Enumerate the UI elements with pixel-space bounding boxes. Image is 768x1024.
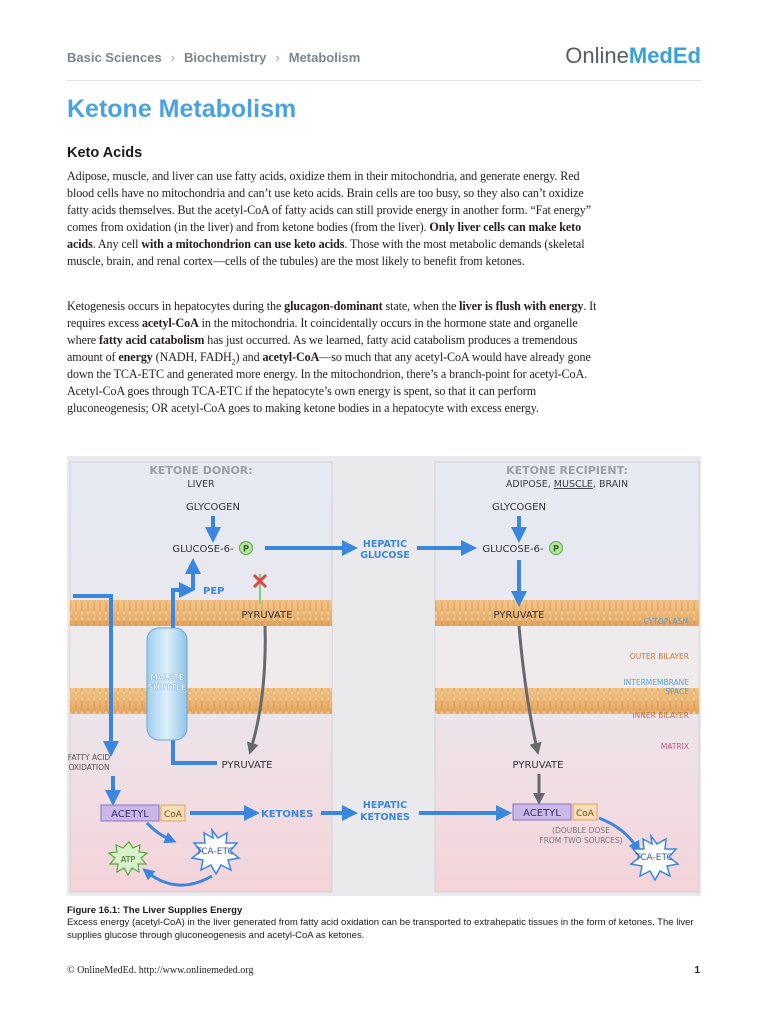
double-dose-label-1: (DOUBLE DOSE	[552, 826, 610, 835]
breadcrumb-item-basic-sciences: Basic Sciences	[67, 50, 162, 65]
pyruvate-label-matrix-left: PYRUVATE	[221, 760, 273, 771]
shuttle-label: SHUTTLE	[147, 683, 187, 692]
double-dose-label-2: FROM TWO SOURCES)	[539, 836, 623, 845]
oxidation-label: OXIDATION	[68, 763, 110, 772]
hepatic-ketones-label-2: KETONES	[360, 812, 410, 823]
subscript-text: 2	[231, 357, 236, 367]
page-header	[67, 44, 701, 81]
coa-label-right: CoA	[576, 809, 594, 819]
atp-label: ATP	[120, 855, 136, 864]
text-run: —so much that any acetyl-CoA would have already gone down the TCA-ETC and generated more energy. In the mitochondrion, there’s a branch-point for acetyl-CoA. Acetyl-CoA goes through TCA-ETC if the hepatocyte’s own energy is spent, so that it can perform gluconeogenesis; OR acetyl-CoA goes to making ketone bodies in a hepatocyte with excess energy.	[67, 350, 591, 415]
breadcrumb-item-biochemistry: Biochemistry	[184, 50, 267, 65]
bold-text: with a mitochondrion can use keto acids	[141, 237, 345, 251]
text-run: . Those with the most metabolic demands (skeletal muscle, brain, and renal cortex—cells of the tubules) are the most likely to benefit from ketones.	[67, 237, 585, 268]
intermembrane-label-1: INTERMEMBRANE	[623, 678, 689, 687]
text-run: state, when the	[382, 299, 460, 313]
bold-text: glucagon-dominant	[284, 299, 383, 313]
outer-bilayer-label: OUTER BILAYER	[629, 652, 689, 661]
pyruvate-label-cytoplasm-left: PYRUVATE	[241, 610, 293, 621]
text-run: Ketogenesis occurs in hepatocytes during the	[67, 299, 285, 313]
glycogen-label-right: GLYCOGEN	[492, 502, 546, 513]
figure-caption-title: Figure 16.1: The Liver Supplies Energy	[67, 905, 243, 916]
text-run: . Any cell	[92, 237, 142, 251]
acetyl-label-right: ACETYL	[523, 808, 561, 819]
ketone-recipient-title: KETONE RECIPIENT:	[506, 464, 628, 477]
text-run: Adipose, muscle, and liver can use fatty acids, oxidize them in their mitochondria, and generate energy. Red blood cells have no mitochondria and can’t use keto acids. Brain cells are too busy, so they also can’t oxidize fatty acids themselves. But the acetyl-CoA of fatty acids can still provide energy in another form. “Fat energy” comes from oxidation (in the liver) and from ketone bodies (from the liver).	[67, 169, 592, 234]
ketone-metabolism-figure	[67, 456, 701, 896]
matrix-label: MATRIX	[660, 742, 689, 751]
coa-label-left: CoA	[164, 810, 182, 820]
bold-text: energy	[118, 350, 153, 364]
pep-label: PEP	[203, 586, 225, 597]
bold-text: Only liver cells can make keto acids	[67, 220, 582, 251]
malate-label: MALATE	[150, 673, 184, 682]
text-run: . It requires excess	[67, 299, 597, 330]
phosphate-label-right: P	[552, 544, 560, 555]
ketones-label: KETONES	[261, 809, 314, 820]
page-number: 1	[694, 965, 700, 976]
fatty-acid-label: FATTY ACID	[67, 753, 111, 762]
chevron-right-icon: ›	[275, 50, 280, 65]
pyruvate-label-cytoplasm-right: PYRUVATE	[493, 610, 545, 621]
ketone-donor-liver-label: LIVER	[187, 479, 215, 490]
breadcrumb-item-metabolism: Metabolism	[288, 50, 361, 65]
bold-text: fatty acid catabolism	[98, 333, 205, 347]
onlinemeded-logo: OnlineMedEd	[565, 43, 701, 68]
cytoplasm-label: CYTOPLASM	[643, 617, 689, 626]
intermembrane-label-2: SPACE	[665, 687, 689, 696]
text-run: in the mitochondria. It coincidentally occurs in the hormone state and organelle where	[67, 316, 578, 347]
chevron-right-icon: ›	[170, 50, 176, 65]
tca-etc-label-right: TCA-ETC	[635, 853, 673, 863]
footer-copyright: © OnlineMedEd. http://www.onlinemeded.org	[67, 965, 254, 976]
bold-text: acetyl-CoA	[141, 316, 199, 330]
acetyl-label-left: ACETYL	[111, 809, 149, 820]
ketone-recipient-tissues-label: ADIPOSE, MUSCLE, BRAIN	[505, 479, 629, 490]
inner-bilayer-label: INNER BILAYER	[632, 711, 689, 720]
hepatic-glucose-label-2: GLUCOSE	[360, 550, 410, 561]
breadcrumb	[67, 50, 360, 65]
g6p-label-left: GLUCOSE-6-	[172, 544, 234, 555]
figure-caption-text: Excess energy (acetyl-CoA) in the liver generated from fatty acid oxidation can be transported to extrahepatic tissues in the form of ketones. The liver supplies glucose through gluconeogenesis and acetyl-CoA as ketones.	[67, 917, 694, 941]
tca-etc-label-left: TCA-ETC	[196, 847, 234, 857]
glycogen-label-left: GLYCOGEN	[186, 502, 240, 513]
hepatic-ketones-label-1: HEPATIC	[362, 800, 408, 811]
bold-text: acetyl-CoA	[262, 350, 320, 364]
pyruvate-label-matrix-right: PYRUVATE	[512, 760, 564, 771]
text-run: (NADH, FADH	[152, 350, 232, 364]
phosphate-label-left: P	[242, 544, 250, 555]
page-title: Ketone Metabolism	[67, 95, 297, 123]
text-run: has just occurred. As we learned, fatty acid catabolism produces a tremendous amount of	[67, 333, 578, 364]
text-run: ) and	[235, 350, 263, 364]
hepatic-glucose-label-1: HEPATIC	[362, 539, 408, 550]
paragraph-ketogenesis	[67, 298, 597, 417]
g6p-label-right: GLUCOSE-6-	[482, 544, 544, 555]
ketone-donor-title: KETONE DONOR:	[149, 464, 253, 477]
paragraph-keto-acids	[67, 168, 597, 270]
bold-text: liver is flush with energy	[459, 299, 584, 313]
section-heading: Keto Acids	[67, 145, 143, 161]
